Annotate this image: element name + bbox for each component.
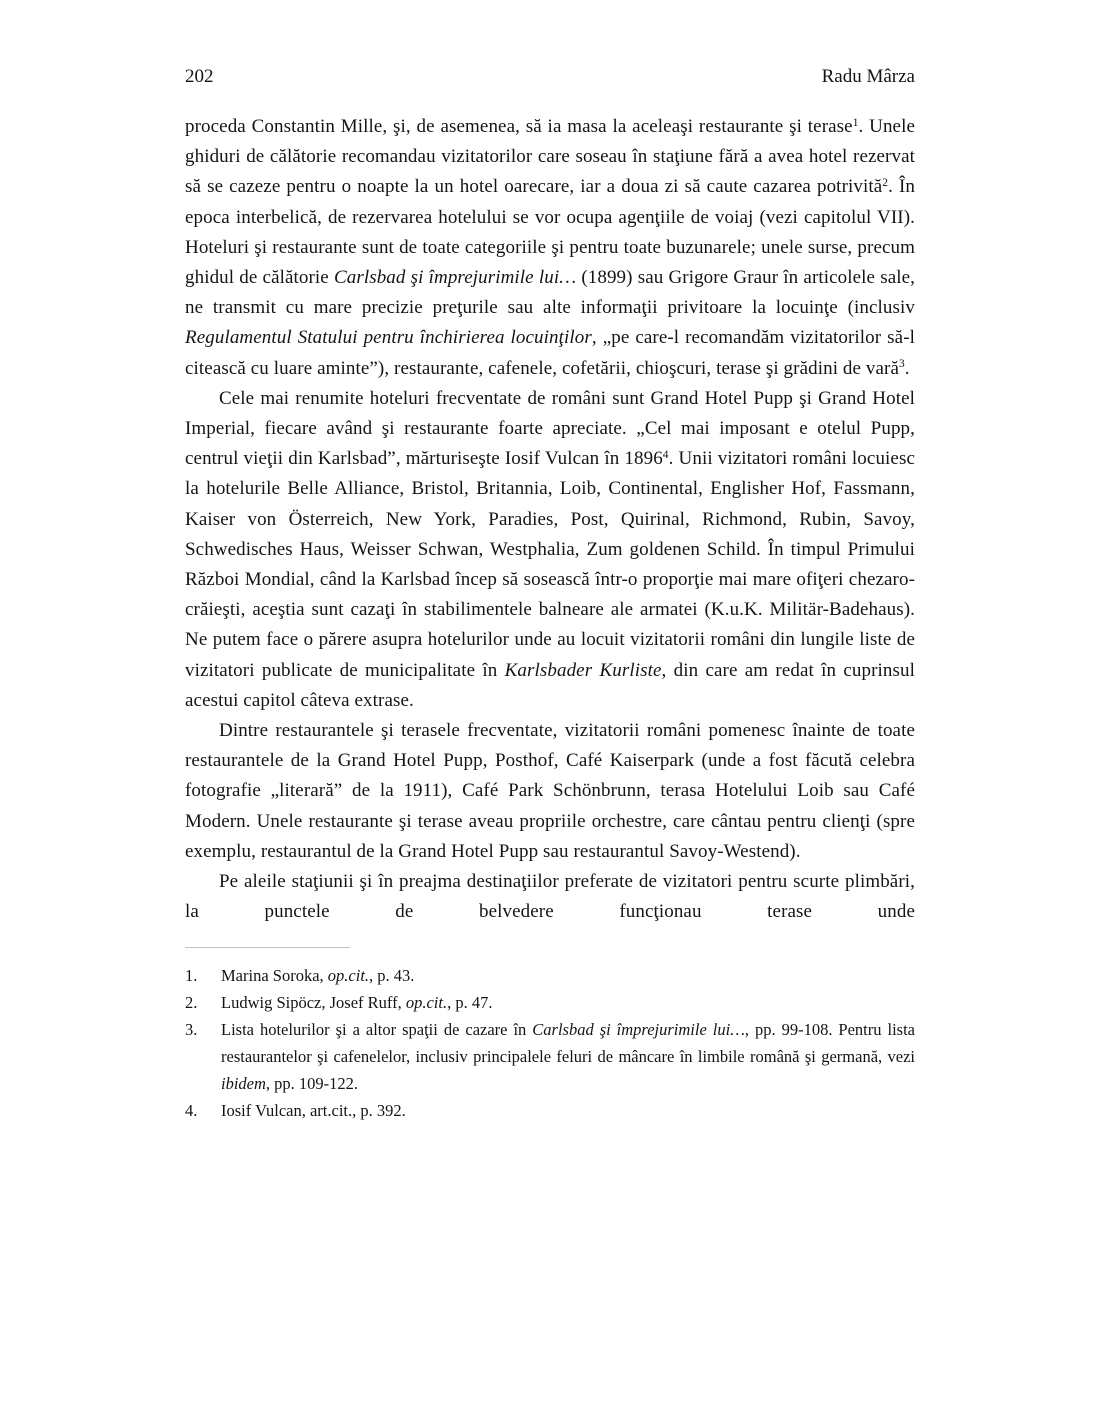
text-run: , „pe care-l recomandăm vizitatorilor să-l citească cu luare aminte”), restaurante, cafenele, cofetării, chioşcuri, terase şi grădini de vară bbox=[185, 327, 916, 379]
text-run: Ludwig Sipöcz, Josef Ruff, bbox=[221, 993, 406, 1013]
text-run: (1899) sau Grigore Graur în articolele sale, ne transmit cu mare precizie preţurile sau alte informaţii privitoare la locuinţe (inclusiv bbox=[185, 267, 915, 319]
text-run: , p. 43. bbox=[369, 966, 415, 986]
text-run: Pe aleile staţiunii şi în preajma destinaţiilor preferate de vizitatori pentru scurte plimbări, la punctele de belvedere funcţionau terase unde bbox=[185, 871, 915, 923]
text-run: Lista hotelurilor şi a altor spaţii de cazare în bbox=[221, 1020, 533, 1040]
footnotes-list bbox=[185, 962, 915, 1124]
italic-text-run: Karlsbader Kurliste bbox=[504, 659, 662, 681]
italic-text-run: Carlsbad şi împrejurimile lui… bbox=[333, 267, 577, 289]
footnote-number: 4. bbox=[185, 1101, 198, 1121]
page-number: 202 bbox=[185, 66, 214, 87]
page-header bbox=[185, 66, 915, 88]
body-text bbox=[185, 112, 915, 927]
text-run: . Unele ghiduri de călătorie recomandau vizitatorilor care soseau în staţiune fără a avea hotel rezervat să se cazeze pentru o noapte la un hotel oarecare, iar a doua zi să caute cazarea potrivită bbox=[185, 116, 915, 198]
footnote-reference: 1 bbox=[852, 116, 859, 129]
paragraph bbox=[185, 716, 915, 867]
italic-text-run: ibidem bbox=[221, 1074, 266, 1094]
italic-text-run: op.cit. bbox=[405, 993, 448, 1013]
text-run: . bbox=[904, 357, 910, 379]
footnote bbox=[185, 962, 915, 989]
footnote-text bbox=[221, 989, 915, 1016]
italic-text-run: Regulamentul Statului pentru închirierea locuinţilor bbox=[185, 327, 592, 349]
text-run: , pp. 109-122. bbox=[265, 1074, 359, 1094]
text-run: . În epoca interbelică, de rezervarea hotelului se vor ocupa agenţiile de voiaj (vezi capitolul VII). Hoteluri şi restaurante sunt de toate categoriile şi pentru toate buzunarele; unele surse, precum ghidul de călătorie bbox=[185, 176, 915, 289]
text-run: , pp. 99-108. Pentru lista restaurantelor şi cafenelelor, inclusiv principalele feluri de mâncare în limbile română şi germană, vezi bbox=[221, 1020, 915, 1067]
text-run: , p. 47. bbox=[447, 993, 493, 1013]
footnote-number: 2. bbox=[185, 993, 198, 1013]
footnote-reference: 2 bbox=[882, 177, 889, 190]
text-run: , din care am redat în cuprinsul acestui capitol câteva extrase. bbox=[185, 659, 915, 711]
text-run: Dintre restaurantele şi terasele frecventate, vizitatorii români pomenesc înainte de toate restaurantele de la Grand Hotel Pupp, Posthof, Café Kaiserpark (unde a fost făcută celebra fotografie „literară” de la 1911), Café Park Schönbrunn, terasa Hotelului Loib sau Café Modern. Unele restaurante şi terase aveau propriile orchestre, care cântau pentru clienţi (spre exemplu, restaurantul de la Grand Hotel Pupp sau restaurantul Savoy-Westend). bbox=[185, 720, 915, 862]
paragraph bbox=[185, 112, 915, 384]
running-title: Radu Mârza bbox=[821, 66, 915, 87]
footnote-number: 1. bbox=[185, 966, 198, 986]
footnote-text bbox=[221, 1097, 915, 1124]
text-run: Iosif Vulcan, art.cit., p. 392. bbox=[221, 1101, 406, 1121]
text-run: Cele mai renumite hoteluri frecventate de români sunt Grand Hotel Pupp şi Grand Hotel Imperial, fiecare având şi restaurante foarte apreciate. „Cel mai imposant e otelul Pupp, centrul vieţii din Karlsbad”, mărturiseşte Iosif Vulcan în 1896 bbox=[185, 387, 915, 470]
italic-text-run: op.cit. bbox=[327, 966, 370, 986]
paragraph bbox=[185, 867, 915, 927]
footnote-text bbox=[221, 962, 915, 989]
footnote-separator bbox=[185, 947, 350, 948]
footnote bbox=[185, 1097, 915, 1124]
italic-text-run: Carlsbad şi împrejurimile lui… bbox=[532, 1020, 745, 1040]
paragraph bbox=[185, 384, 915, 716]
footnote bbox=[185, 989, 915, 1016]
text-run: . Unii vizitatori români locuiesc la hotelurile Belle Alliance, Bristol, Britannia, Loib, Continental, Englisher Hof, Fassmann, Kaiser von Österreich, New York, Paradies, Post, Quirinal, Richmond, Rubin, Savoy, Schwedisches Haus, Weisser Schwan, Westphalia, Zum goldenen Schild. În timpul Primului Război Mondial, când la Karlsbad încep să sosească într-o proporţie mai mare ofiţeri chezaro-crăieşti, aceştia sunt cazaţi în stabilimentele balneare ale armatei (K.u.K. Militär-Badehaus). Ne putem face o părere asupra hotelurilor unde au locuit vizitatorii români din lungile liste de vizitatori publicate de municipalitate în bbox=[185, 448, 915, 681]
text-run: Marina Soroka, bbox=[221, 966, 328, 986]
footnote-reference: 3 bbox=[899, 358, 905, 371]
footnote-reference: 4 bbox=[662, 448, 669, 461]
footnote-number: 3. bbox=[185, 1020, 198, 1040]
footnote bbox=[185, 1016, 915, 1097]
footnote-text bbox=[221, 1016, 915, 1097]
text-run: proceda Constantin Mille, şi, de asemenea, să ia masa la aceleaşi restaurante şi terase bbox=[185, 116, 853, 137]
